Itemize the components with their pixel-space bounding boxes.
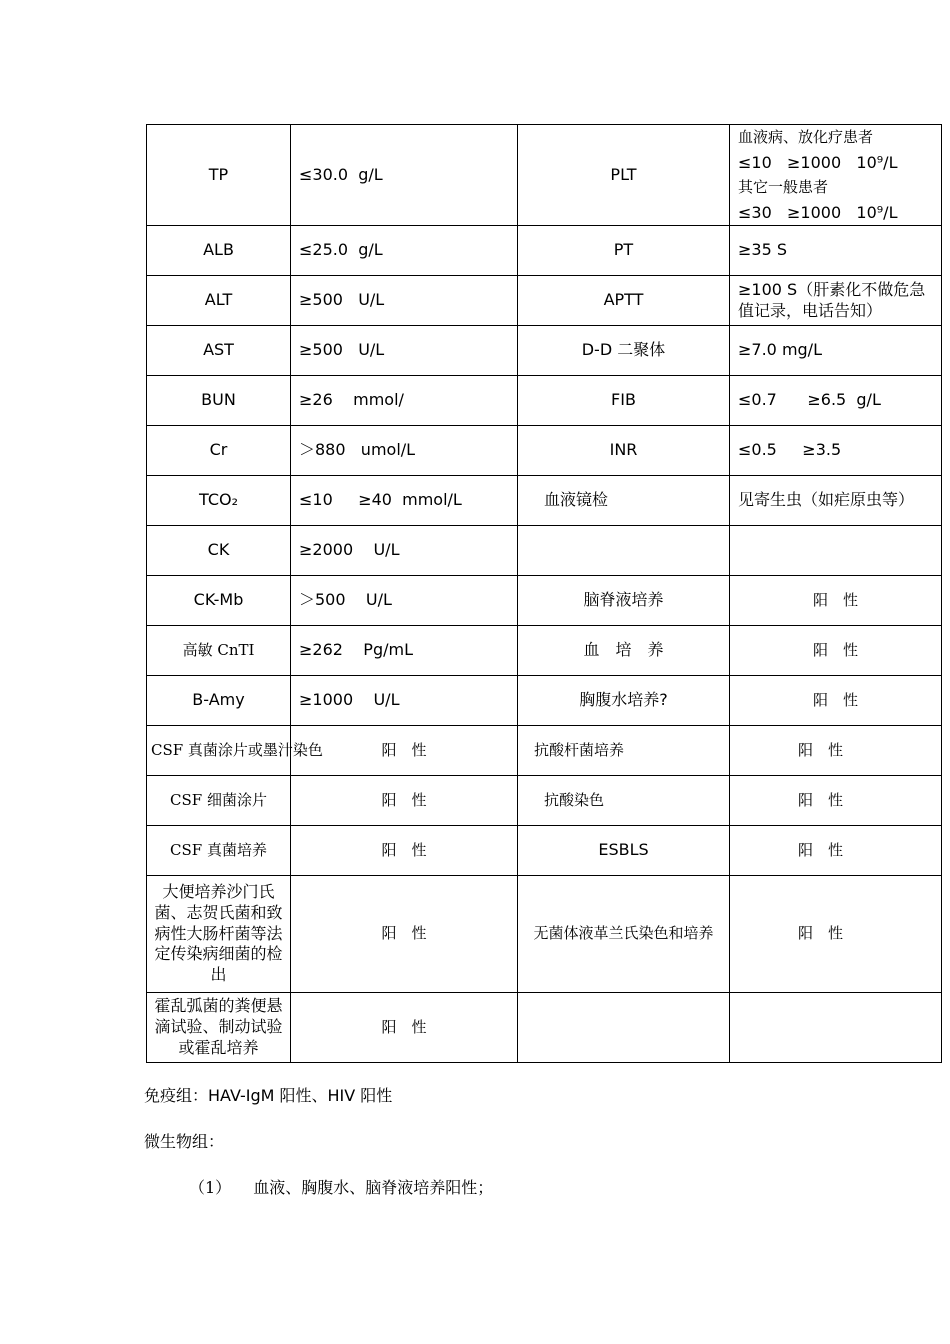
table-row	[147, 326, 942, 376]
item-name: CSF 真菌培养	[147, 826, 291, 876]
item-threshold: ≤25.0 g/L	[291, 226, 518, 276]
item-number: （1）	[189, 1178, 232, 1197]
table-row	[147, 876, 942, 993]
item-name: 霍乱弧菌的粪便悬滴试验、制动试验或霍乱培养	[147, 993, 291, 1063]
plt-line: 其它一般患者	[738, 178, 829, 196]
item-threshold: ≥7.0 mg/L	[730, 326, 942, 376]
microbiology-item	[189, 1175, 493, 1198]
critical-value-table	[146, 124, 942, 1063]
item-result: 阳 性	[730, 676, 942, 726]
item-name: 胸腹水培养?	[518, 676, 730, 726]
table-row	[147, 726, 942, 776]
item-result: 阳 性	[291, 776, 518, 826]
item-name: BUN	[147, 376, 291, 426]
item-name: ALT	[147, 276, 291, 326]
item-threshold: ≥1000 U/L	[291, 676, 518, 726]
item-result: 阳 性	[730, 626, 942, 676]
item-threshold: ≤10 ≥40 mmol/L	[291, 476, 518, 526]
item-name: 血液镜检	[518, 476, 730, 526]
empty-cell	[518, 993, 730, 1063]
microbiology-title: 微生物组：	[144, 1132, 225, 1151]
table-row	[147, 826, 942, 876]
item-name: CK-Mb	[147, 576, 291, 626]
item-name: APTT	[518, 276, 730, 326]
item-threshold: ≥262 Pg/mL	[291, 626, 518, 676]
item-name: 脑脊液培养	[518, 576, 730, 626]
table-row	[147, 276, 942, 326]
item-threshold: ＞500 U/L	[291, 576, 518, 626]
immunology-line: 免疫组：HAV-IgM 阳性、HIV 阳性	[144, 1086, 393, 1105]
item-name: B-Amy	[147, 676, 291, 726]
item-text: 血液、胸腹水、脑脊液培养阳性；	[253, 1178, 494, 1197]
item-name: 抗酸杆菌培养	[518, 726, 730, 776]
item-result: 阳 性	[291, 826, 518, 876]
item-threshold: ≥500 U/L	[291, 276, 518, 326]
table-row	[147, 626, 942, 676]
table-row	[147, 676, 942, 726]
item-name: CK	[147, 526, 291, 576]
item-threshold: ≤30.0 g/L	[291, 125, 518, 226]
item-result: 阳 性	[730, 826, 942, 876]
item-name: PLT	[518, 125, 730, 226]
plt-line: ≤10 ≥1000 10⁹/L	[738, 153, 898, 172]
item-name: AST	[147, 326, 291, 376]
item-result: 阳 性	[291, 993, 518, 1063]
item-threshold: ＞880 umol/L	[291, 426, 518, 476]
item-result: 阳 性	[730, 776, 942, 826]
table-row	[147, 776, 942, 826]
plt-line: 血液病、放化疗患者	[738, 128, 874, 146]
item-name: ALB	[147, 226, 291, 276]
item-threshold: ≥2000 U/L	[291, 526, 518, 576]
item-threshold: ≥35 S	[730, 226, 942, 276]
item-name: TP	[147, 125, 291, 226]
item-result: 阳 性	[730, 726, 942, 776]
item-result: 阳 性	[291, 876, 518, 993]
table-row	[147, 426, 942, 476]
empty-cell	[518, 526, 730, 576]
table-row	[147, 125, 942, 226]
table-row	[147, 376, 942, 426]
item-threshold: ≤0.5 ≥3.5	[730, 426, 942, 476]
item-result: 阳 性	[291, 726, 518, 776]
item-threshold: ≤0.7 ≥6.5 g/L	[730, 376, 942, 426]
item-name: 血 培 养	[518, 626, 730, 676]
item-name: Cr	[147, 426, 291, 476]
item-name: PT	[518, 226, 730, 276]
item-name: 大便培养沙门氏菌、志贺氏菌和致病性大肠杆菌等法定传染病细菌的检出	[147, 876, 291, 993]
item-threshold: ≥100 S（肝素化不做危急值记录，电话告知）	[730, 276, 942, 326]
item-name: INR	[518, 426, 730, 476]
item-name: CSF 真菌涂片或墨汁染色	[147, 726, 291, 776]
table-row	[147, 993, 942, 1063]
item-name: CSF 细菌涂片	[147, 776, 291, 826]
item-name: 高敏 CnTI	[147, 626, 291, 676]
item-name: 抗酸染色	[518, 776, 730, 826]
item-name: TCO₂	[147, 476, 291, 526]
empty-cell	[730, 993, 942, 1063]
item-result: 阳 性	[730, 576, 942, 626]
item-name: 无菌体液革兰氏染色和培养	[518, 876, 730, 993]
table-row	[147, 576, 942, 626]
plt-threshold-cell	[730, 125, 942, 226]
item-threshold: ≥26 mmol/	[291, 376, 518, 426]
table-row	[147, 526, 942, 576]
item-threshold: ≥500 U/L	[291, 326, 518, 376]
plt-line: ≤30 ≥1000 10⁹/L	[738, 203, 898, 222]
table-row	[147, 476, 942, 526]
item-name: FIB	[518, 376, 730, 426]
item-threshold: 见寄生虫（如疟原虫等）	[730, 476, 942, 526]
table-row	[147, 226, 942, 276]
item-name: ESBLS	[518, 826, 730, 876]
item-name: D-D 二聚体	[518, 326, 730, 376]
empty-cell	[730, 526, 942, 576]
item-result: 阳 性	[730, 876, 942, 993]
